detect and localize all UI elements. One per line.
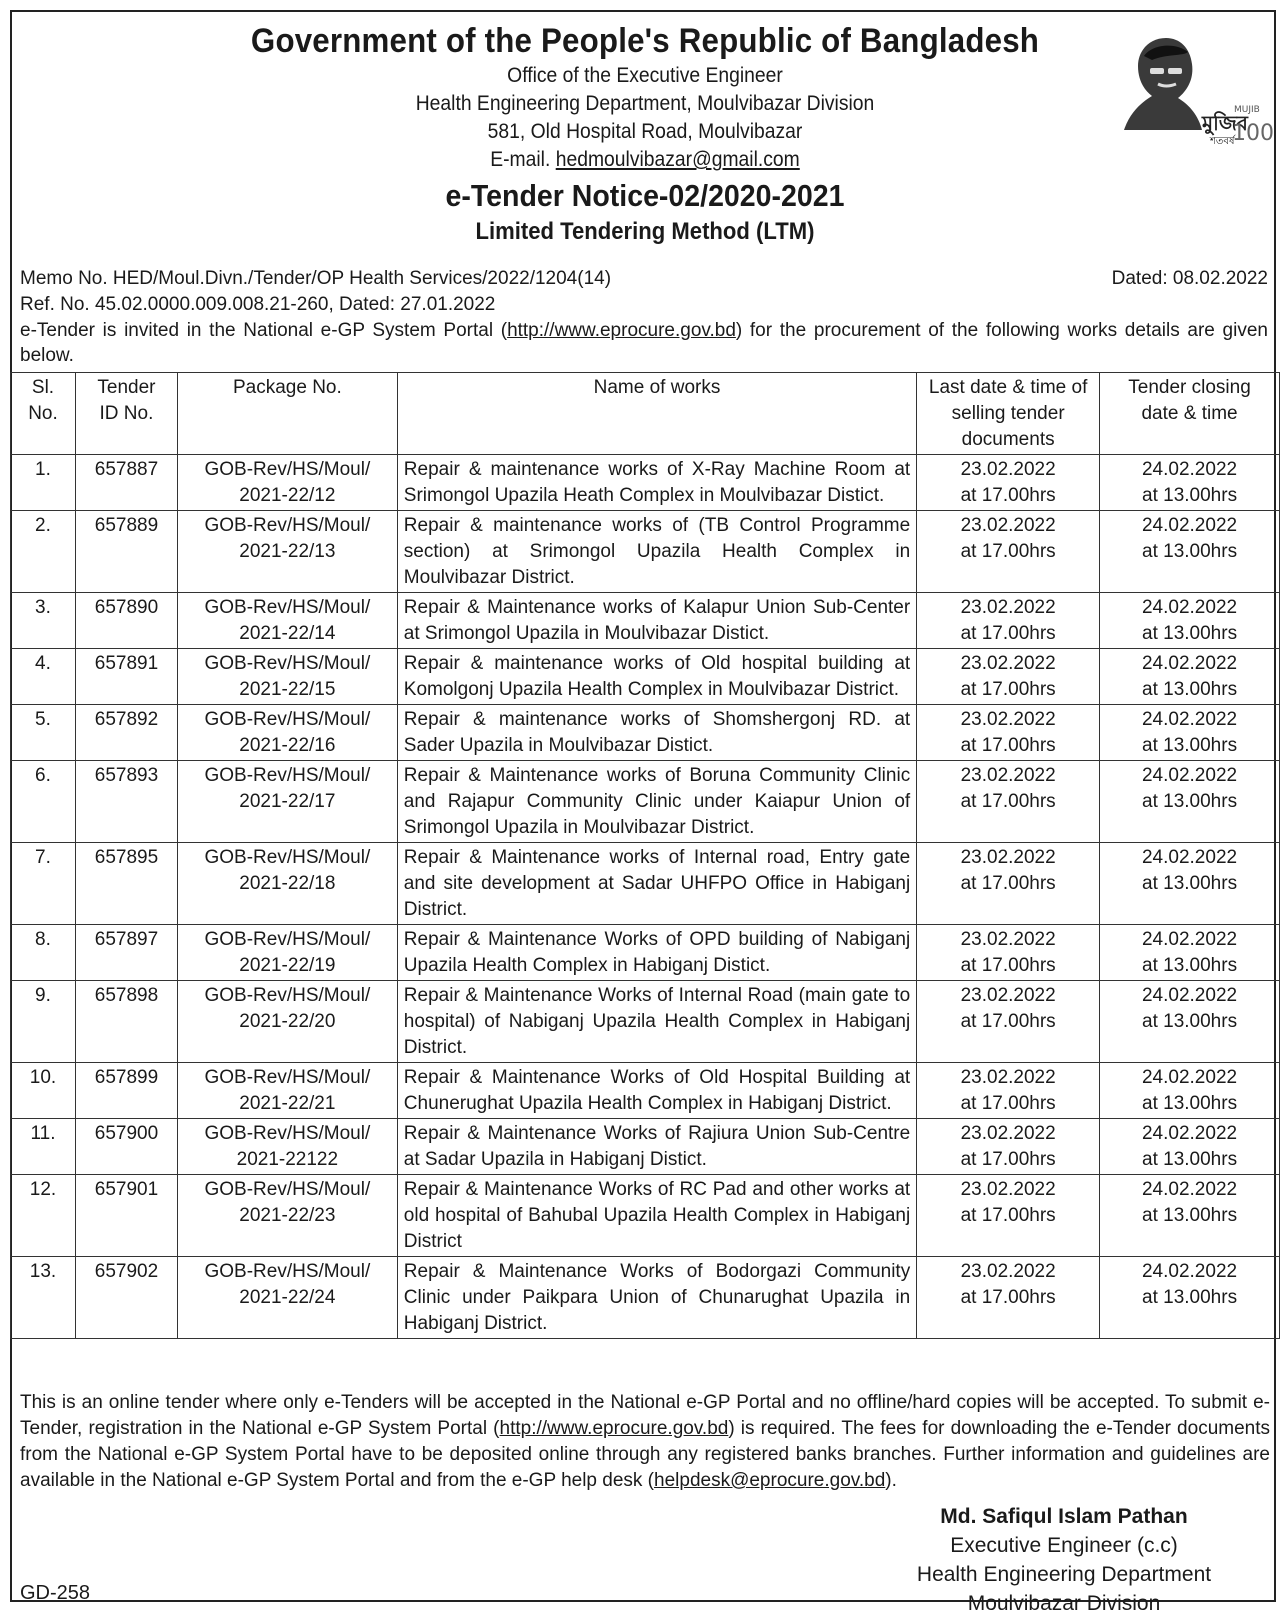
cell-package-text: 2021-22/20 bbox=[239, 1011, 336, 1032]
cell-sl bbox=[11, 1175, 76, 1257]
cell-package-text: 2021-22/19 bbox=[239, 955, 336, 976]
cell-sl-text: 7. bbox=[35, 847, 51, 868]
memo-section bbox=[20, 266, 1268, 368]
cell-tender-id-text: 657889 bbox=[94, 515, 159, 536]
cell-works bbox=[397, 455, 916, 511]
helpdesk-email-link[interactable]: helpdesk@eprocure.gov.bd bbox=[654, 1470, 886, 1491]
cell-closing-date-text: 24.02.2022 bbox=[1141, 1067, 1238, 1088]
cell-package-text: 2021-22/24 bbox=[239, 1287, 336, 1308]
cell-works bbox=[397, 705, 916, 761]
cell-works-text: Repair & maintenance works of (TB Control Programme section) at Srimongol Upazila Health Complex in Moulvibazar District. bbox=[403, 515, 911, 588]
header-works: Name of works bbox=[397, 373, 916, 455]
header-sl: Sl. No. bbox=[11, 373, 76, 455]
cell-closing-date-text: 24.02.2022 bbox=[1141, 653, 1238, 674]
cell-closing-date-text: at 13.00hrs bbox=[1142, 873, 1238, 894]
cell-tender-id-text: 657887 bbox=[94, 459, 159, 480]
cell-package bbox=[177, 593, 397, 649]
cell-tender-id bbox=[75, 761, 177, 843]
cell-sl-text: 10. bbox=[29, 1067, 57, 1088]
cell-package bbox=[177, 511, 397, 593]
table-row bbox=[11, 455, 1280, 511]
cell-tender-id bbox=[75, 1119, 177, 1175]
signatory-title: Executive Engineer (c.c) bbox=[950, 1534, 1178, 1557]
cell-sl-text: 2. bbox=[35, 515, 51, 536]
table-row bbox=[11, 1119, 1280, 1175]
table-row bbox=[11, 1175, 1280, 1257]
cell-tender-id-text: 657900 bbox=[94, 1123, 159, 1144]
cell-tender-id-text: 657890 bbox=[94, 597, 159, 618]
cell-sl-text: 6. bbox=[35, 765, 51, 786]
cell-selling-date bbox=[917, 761, 1100, 843]
cell-works bbox=[397, 761, 916, 843]
footer-eprocure-link[interactable]: http://www.eprocure.gov.bd bbox=[499, 1418, 729, 1439]
cell-works bbox=[397, 1119, 916, 1175]
table-row bbox=[11, 593, 1280, 649]
cell-package-text: 2021-22/13 bbox=[239, 541, 336, 562]
cell-selling-date bbox=[917, 1257, 1100, 1339]
cell-package-text: 2021-22/23 bbox=[239, 1205, 336, 1226]
cell-tender-id-text: 657901 bbox=[94, 1179, 159, 1200]
cell-sl-text: 13. bbox=[29, 1261, 57, 1282]
cell-package bbox=[177, 1257, 397, 1339]
table-row bbox=[11, 1063, 1280, 1119]
cell-closing-date bbox=[1100, 705, 1280, 761]
cell-closing-date-text: at 13.00hrs bbox=[1142, 541, 1238, 562]
cell-works-text: Repair & maintenance works of Shomshergonj RD. at Sader Upazila in Moulvibazar Distict. bbox=[403, 709, 911, 756]
cell-selling-date-text: 23.02.2022 bbox=[960, 1123, 1056, 1144]
cell-works-text: Repair & Maintenance Works of Internal Road (main gate to hospital) of Nabiganj Upazila Health Complex in Habiganj District. bbox=[403, 985, 911, 1058]
cell-package-text: GOB-Rev/HS/Moul/ bbox=[204, 1067, 371, 1088]
table-row bbox=[11, 843, 1280, 925]
cell-selling-date-text: 23.02.2022 bbox=[960, 985, 1056, 1006]
cell-closing-date-text: at 13.00hrs bbox=[1142, 485, 1238, 506]
cell-package-text: 2021-22/16 bbox=[239, 735, 336, 756]
cell-closing-date bbox=[1100, 455, 1280, 511]
cell-selling-date-text: at 17.00hrs bbox=[960, 679, 1056, 700]
cell-selling-date-text: at 17.00hrs bbox=[960, 1011, 1056, 1032]
cell-closing-date bbox=[1100, 925, 1280, 981]
cell-works bbox=[397, 843, 916, 925]
cell-closing-date-text: 24.02.2022 bbox=[1141, 765, 1238, 786]
cell-selling-date-text: at 17.00hrs bbox=[960, 873, 1056, 894]
cell-tender-id bbox=[75, 981, 177, 1063]
cell-closing-date-text: at 13.00hrs bbox=[1142, 679, 1238, 700]
cell-sl-text: 11. bbox=[30, 1123, 56, 1144]
cell-package-text: 2021-22/15 bbox=[239, 679, 336, 700]
cell-tender-id bbox=[75, 1175, 177, 1257]
cell-works bbox=[397, 1175, 916, 1257]
cell-sl-text: 9. bbox=[35, 985, 51, 1006]
cell-package-text: GOB-Rev/HS/Moul/ bbox=[204, 765, 371, 786]
cell-selling-date-text: at 17.00hrs bbox=[960, 541, 1056, 562]
notice-title: e-Tender Notice-02/2020-2021 bbox=[445, 178, 845, 213]
cell-selling-date-text: 23.02.2022 bbox=[960, 653, 1056, 674]
cell-tender-id bbox=[75, 925, 177, 981]
cell-package bbox=[177, 761, 397, 843]
cell-package bbox=[177, 1119, 397, 1175]
reference-number: Ref. No. 45.02.0000.009.008.21-260, Dated: 27.01.2022 bbox=[20, 294, 496, 315]
cell-selling-date-text: 23.02.2022 bbox=[960, 597, 1056, 618]
cell-tender-id-text: 657892 bbox=[94, 709, 159, 730]
table-row bbox=[11, 761, 1280, 843]
cell-tender-id bbox=[75, 705, 177, 761]
cell-tender-id-text: 657893 bbox=[94, 765, 159, 786]
cell-selling-date-text: at 17.00hrs bbox=[960, 735, 1056, 756]
cell-sl bbox=[11, 1257, 76, 1339]
cell-sl-text: 5. bbox=[35, 709, 51, 730]
cell-package-text: 2021-22/14 bbox=[239, 623, 336, 644]
cell-works-text: Repair & Maintenance Works of Rajiura Union Sub-Centre at Sadar Upazila in Habiganj Distict. bbox=[403, 1123, 911, 1170]
email-link[interactable]: hedmoulvibazar@gmail.com bbox=[555, 148, 800, 171]
cell-tender-id bbox=[75, 593, 177, 649]
cell-sl bbox=[11, 1063, 76, 1119]
cell-sl bbox=[11, 511, 76, 593]
cell-tender-id-text: 657902 bbox=[94, 1261, 159, 1282]
cell-closing-date-text: at 13.00hrs bbox=[1142, 623, 1238, 644]
tender-table bbox=[10, 372, 1280, 1339]
cell-selling-date-text: 23.02.2022 bbox=[960, 765, 1056, 786]
header-tender-id: Tender ID No. bbox=[75, 373, 177, 455]
header-closing: Tender closing date & time bbox=[1100, 373, 1280, 455]
cell-selling-date-text: 23.02.2022 bbox=[960, 929, 1056, 950]
memo-date: Dated: 08.02.2022 bbox=[1111, 268, 1268, 289]
cell-closing-date bbox=[1100, 649, 1280, 705]
cell-package bbox=[177, 981, 397, 1063]
cell-closing-date bbox=[1100, 1119, 1280, 1175]
cell-selling-date-text: at 17.00hrs bbox=[960, 1093, 1056, 1114]
cell-sl bbox=[11, 455, 76, 511]
logo-bangla-text: মুজিব bbox=[1202, 111, 1248, 135]
notice-frame bbox=[10, 10, 1276, 1615]
footer-text-1: This is an online tender where only e-Tenders will be accepted in the National e-GP Portal and no offline/hard copies will be accepted. To submit e-Tender, registration in the National e-GP System Portal ( bbox=[20, 1392, 1270, 1439]
cell-package-text: GOB-Rev/HS/Moul/ bbox=[204, 597, 371, 618]
intro-text-after: ) for the procurement of the following works details are given below. bbox=[20, 320, 1268, 366]
cell-package bbox=[177, 455, 397, 511]
cell-closing-date bbox=[1100, 981, 1280, 1063]
footer-text-2: ) is required. The fees for downloading the e-Tender documents from the National e-GP System Portal have to be deposited online through any registered banks branches. Further information and guidelines are available in the National e-GP System Portal and from the e-GP help desk ( bbox=[20, 1418, 1270, 1491]
cell-closing-date-text: at 13.00hrs bbox=[1142, 1011, 1238, 1032]
cell-closing-date-text: 24.02.2022 bbox=[1141, 515, 1238, 536]
header-package: Package No. bbox=[177, 373, 397, 455]
cell-closing-date-text: 24.02.2022 bbox=[1141, 1123, 1238, 1144]
cell-works-text: Repair & Maintenance Works of Old Hospital Building at Chunerughat Upazila Health Complex in Habiganj District. bbox=[403, 1067, 911, 1114]
table-row bbox=[11, 649, 1280, 705]
cell-works bbox=[397, 649, 916, 705]
cell-package-text: 2021-22/17 bbox=[239, 791, 336, 812]
cell-closing-date-text: at 13.00hrs bbox=[1142, 1287, 1238, 1308]
cell-closing-date bbox=[1100, 843, 1280, 925]
cell-tender-id bbox=[75, 455, 177, 511]
cell-sl-text: 8. bbox=[35, 929, 51, 950]
cell-selling-date bbox=[917, 455, 1100, 511]
cell-selling-date-text: at 17.00hrs bbox=[960, 1287, 1056, 1308]
table-row bbox=[11, 705, 1280, 761]
cell-selling-date-text: at 17.00hrs bbox=[960, 1205, 1056, 1226]
intro-text-before: e-Tender is invited in the National e-GP System Portal ( bbox=[20, 320, 508, 341]
cell-sl bbox=[11, 981, 76, 1063]
cell-closing-date-text: at 13.00hrs bbox=[1142, 1093, 1238, 1114]
cell-tender-id-text: 657897 bbox=[94, 929, 159, 950]
cell-sl bbox=[11, 925, 76, 981]
cell-sl-text: 3. bbox=[35, 597, 51, 618]
office-address: 581, Old Hospital Road, Moulvibazar bbox=[487, 120, 803, 143]
cell-package-text: GOB-Rev/HS/Moul/ bbox=[204, 709, 371, 730]
cell-selling-date-text: at 17.00hrs bbox=[960, 791, 1056, 812]
cell-package bbox=[177, 649, 397, 705]
cell-closing-date-text: at 13.00hrs bbox=[1142, 1149, 1238, 1170]
eprocure-link[interactable]: http://www.eprocure.gov.bd bbox=[507, 320, 736, 341]
cell-closing-date-text: at 13.00hrs bbox=[1142, 955, 1238, 976]
cell-closing-date bbox=[1100, 1175, 1280, 1257]
cell-package-text: 2021-22122 bbox=[236, 1149, 339, 1170]
cell-selling-date bbox=[917, 1119, 1100, 1175]
cell-closing-date-text: at 13.00hrs bbox=[1142, 735, 1238, 756]
cell-selling-date bbox=[917, 593, 1100, 649]
cell-package-text: 2021-22/18 bbox=[239, 873, 336, 894]
cell-selling-date-text: 23.02.2022 bbox=[960, 847, 1056, 868]
cell-tender-id-text: 657891 bbox=[94, 653, 159, 674]
cell-selling-date-text: at 17.00hrs bbox=[960, 485, 1056, 506]
cell-package-text: GOB-Rev/HS/Moul/ bbox=[204, 1261, 371, 1282]
cell-tender-id-text: 657895 bbox=[94, 847, 159, 868]
cell-closing-date bbox=[1100, 511, 1280, 593]
cell-selling-date bbox=[917, 843, 1100, 925]
cell-package-text: GOB-Rev/HS/Moul/ bbox=[204, 515, 371, 536]
cell-closing-date-text: 24.02.2022 bbox=[1141, 597, 1238, 618]
cell-package-text: 2021-22/12 bbox=[239, 485, 336, 506]
cell-selling-date-text: 23.02.2022 bbox=[960, 1179, 1056, 1200]
cell-package-text: 2021-22/21 bbox=[239, 1093, 336, 1114]
cell-closing-date-text: 24.02.2022 bbox=[1141, 459, 1238, 480]
table-row bbox=[11, 511, 1280, 593]
table-row bbox=[11, 1257, 1280, 1339]
cell-works-text: Repair & Maintenance works of Boruna Community Clinic and Rajapur Community Clinic under Kaiapur Union of Srimongol Upazila in Moulvibazar District. bbox=[403, 765, 911, 838]
cell-works bbox=[397, 1063, 916, 1119]
cell-selling-date-text: 23.02.2022 bbox=[960, 1261, 1056, 1282]
cell-selling-date-text: at 17.00hrs bbox=[960, 1149, 1056, 1170]
cell-sl-text: 4. bbox=[35, 653, 51, 674]
table-row bbox=[11, 981, 1280, 1063]
cell-package-text: GOB-Rev/HS/Moul/ bbox=[204, 1123, 371, 1144]
notice-header bbox=[12, 20, 1278, 248]
cell-package bbox=[177, 1175, 397, 1257]
cell-selling-date-text: 23.02.2022 bbox=[960, 459, 1056, 480]
cell-works-text: Repair & Maintenance works of Internal road, Entry gate and site development at Sadar UHFPO Office in Habiganj District. bbox=[403, 847, 911, 920]
cell-package-text: GOB-Rev/HS/Moul/ bbox=[204, 459, 371, 480]
footer-text-3: ). bbox=[885, 1470, 897, 1491]
cell-closing-date-text: 24.02.2022 bbox=[1141, 1261, 1238, 1282]
cell-package-text: GOB-Rev/HS/Moul/ bbox=[204, 653, 371, 674]
tender-table-body bbox=[11, 455, 1280, 1339]
cell-works-text: Repair & Maintenance Works of RC Pad and other works at old hospital of Bahubal Upazila Health Complex in Habiganj District bbox=[403, 1179, 911, 1252]
cell-works-text: Repair & maintenance works of X-Ray Machine Room at Srimongol Upazila Heath Complex in Moulvibazar Distict. bbox=[403, 459, 911, 506]
mujib-100-logo bbox=[1106, 30, 1274, 148]
cell-tender-id bbox=[75, 843, 177, 925]
cell-selling-date bbox=[917, 925, 1100, 981]
cell-closing-date bbox=[1100, 1257, 1280, 1339]
cell-selling-date-text: 23.02.2022 bbox=[960, 1067, 1056, 1088]
cell-tender-id-text: 657899 bbox=[94, 1067, 159, 1088]
office-name: Office of the Executive Engineer bbox=[507, 64, 783, 87]
logo-mujib-text: MUJIB bbox=[1234, 105, 1260, 115]
cell-package-text: GOB-Rev/HS/Moul/ bbox=[204, 985, 371, 1006]
signatory-department: Health Engineering Department bbox=[916, 1563, 1212, 1586]
cell-package-text: GOB-Rev/HS/Moul/ bbox=[204, 847, 371, 868]
cell-sl bbox=[11, 593, 76, 649]
cell-package bbox=[177, 1063, 397, 1119]
cell-closing-date bbox=[1100, 1063, 1280, 1119]
tender-method: Limited Tendering Method (LTM) bbox=[475, 218, 815, 245]
cell-closing-date-text: at 13.00hrs bbox=[1142, 791, 1238, 812]
cell-closing-date bbox=[1100, 761, 1280, 843]
cell-selling-date bbox=[917, 1063, 1100, 1119]
cell-works-text: Repair & Maintenance Works of Bodorgazi Community Clinic under Paikpara Union of Chunarughat Upazila in Habiganj District. bbox=[403, 1261, 911, 1334]
header-selling: Last date & time of selling tender documents bbox=[917, 373, 1100, 455]
cell-works bbox=[397, 1257, 916, 1339]
cell-package bbox=[177, 843, 397, 925]
cell-tender-id bbox=[75, 649, 177, 705]
cell-package-text: GOB-Rev/HS/Moul/ bbox=[204, 1179, 371, 1200]
logo-sub-text: শতবর্ষ bbox=[1210, 136, 1235, 147]
cell-selling-date-text: at 17.00hrs bbox=[960, 623, 1056, 644]
cell-works bbox=[397, 511, 916, 593]
cell-works-text: Repair & Maintenance works of Kalapur Union Sub-Center at Srimongol Upazila in Moulvibazar Distict. bbox=[403, 597, 911, 644]
cell-sl bbox=[11, 649, 76, 705]
table-header-row bbox=[11, 373, 1280, 455]
cell-works bbox=[397, 981, 916, 1063]
signatory-name: Md. Safiqul Islam Pathan bbox=[940, 1505, 1188, 1528]
cell-works-text: Repair & Maintenance Works of OPD building of Nabiganj Upazila Health Complex in Habiganj Distict. bbox=[403, 929, 911, 976]
cell-selling-date bbox=[917, 705, 1100, 761]
cell-package bbox=[177, 925, 397, 981]
cell-closing-date-text: 24.02.2022 bbox=[1141, 1179, 1238, 1200]
cell-package bbox=[177, 705, 397, 761]
intro-paragraph bbox=[20, 318, 1268, 368]
cell-sl-text: 1. bbox=[35, 459, 51, 480]
cell-selling-date-text: at 17.00hrs bbox=[960, 955, 1056, 976]
memo-row bbox=[20, 266, 1268, 292]
cell-selling-date bbox=[917, 981, 1100, 1063]
logo-100-text: 100 bbox=[1232, 121, 1274, 146]
cell-works bbox=[397, 593, 916, 649]
cell-sl-text: 12. bbox=[29, 1179, 57, 1200]
cell-closing-date-text: at 13.00hrs bbox=[1142, 1205, 1238, 1226]
government-title: Government of the People's Republic of Bangladesh bbox=[250, 22, 1040, 60]
signature-block bbox=[894, 1502, 1234, 1618]
cell-sl bbox=[11, 705, 76, 761]
table-row bbox=[11, 925, 1280, 981]
cell-tender-id bbox=[75, 511, 177, 593]
cell-selling-date-text: 23.02.2022 bbox=[960, 515, 1056, 536]
cell-sl bbox=[11, 761, 76, 843]
cell-works bbox=[397, 925, 916, 981]
cell-closing-date-text: 24.02.2022 bbox=[1141, 847, 1238, 868]
signatory-division: Moulvibazar Division bbox=[967, 1592, 1161, 1615]
cell-closing-date-text: 24.02.2022 bbox=[1141, 709, 1238, 730]
email-label: E-mail. bbox=[490, 148, 551, 171]
cell-sl bbox=[11, 843, 76, 925]
cell-tender-id bbox=[75, 1063, 177, 1119]
email-line bbox=[63, 146, 1228, 174]
cell-selling-date-text: 23.02.2022 bbox=[960, 709, 1056, 730]
footer-note bbox=[20, 1390, 1270, 1494]
cell-selling-date bbox=[917, 1175, 1100, 1257]
cell-package-text: GOB-Rev/HS/Moul/ bbox=[204, 929, 371, 950]
cell-selling-date bbox=[917, 511, 1100, 593]
cell-closing-date-text: 24.02.2022 bbox=[1141, 985, 1238, 1006]
memo-number: Memo No. HED/Moul.Divn./Tender/OP Health Services/2022/1204(14) bbox=[20, 268, 612, 289]
cell-works-text: Repair & maintenance works of Old hospital building at Komolgonj Upazila Health Complex in Moulvibazar District. bbox=[403, 653, 911, 700]
gd-code: GD-258 bbox=[20, 1582, 91, 1604]
cell-closing-date bbox=[1100, 593, 1280, 649]
cell-sl bbox=[11, 1119, 76, 1175]
cell-tender-id bbox=[75, 1257, 177, 1339]
cell-closing-date-text: 24.02.2022 bbox=[1141, 929, 1238, 950]
cell-selling-date bbox=[917, 649, 1100, 705]
department-name: Health Engineering Department, Moulvibazar Division bbox=[415, 92, 875, 115]
cell-tender-id-text: 657898 bbox=[94, 985, 159, 1006]
